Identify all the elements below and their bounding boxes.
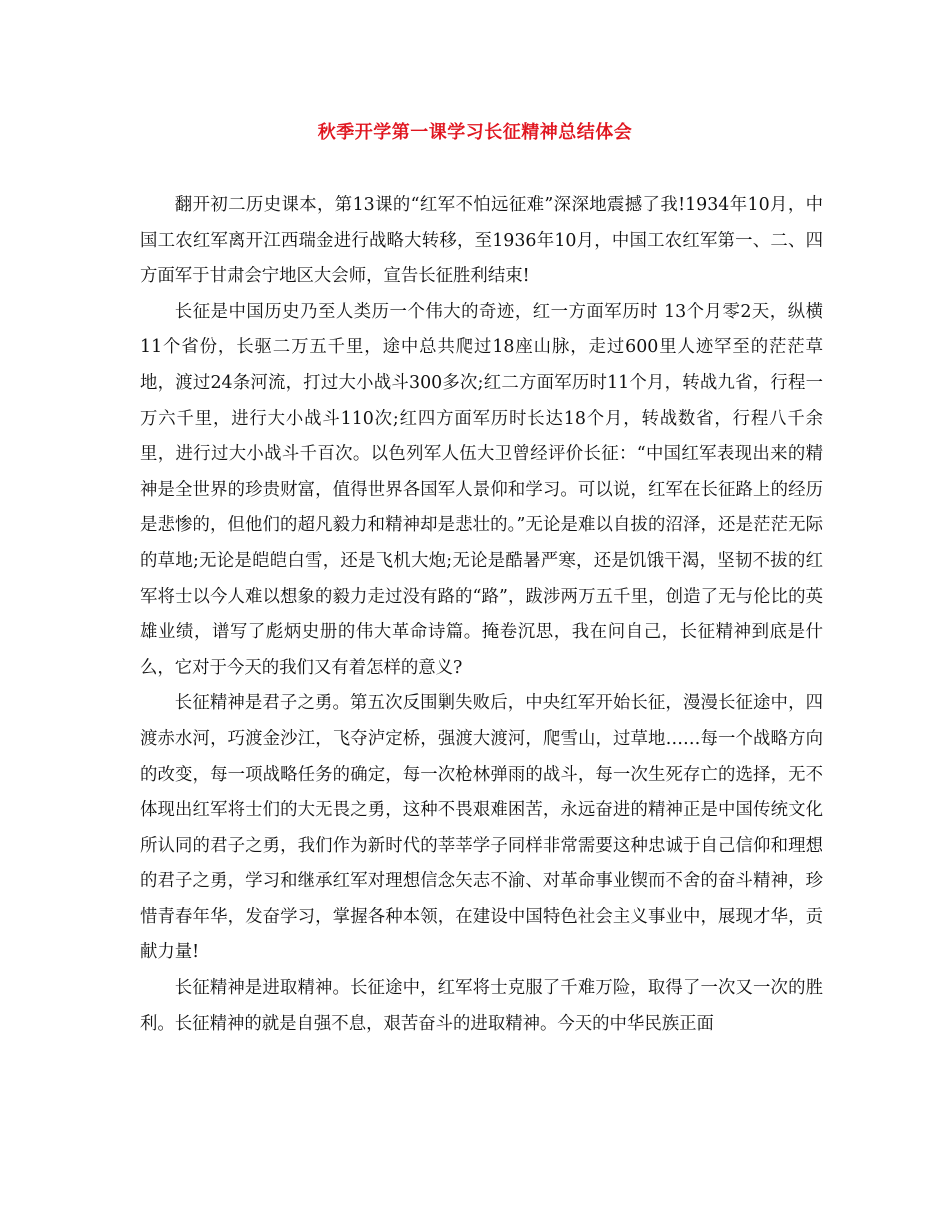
paragraph-2: 长征是中国历史乃至人类历一个伟大的奇迹，红一方面军历时 13个月零2天，纵横11个省份，长驱二万五千里，途中总共爬过18座山脉，走过600里人迹罕至的茫茫草地，渡过24条河流，打过大小战斗300多次;红二方面军历时11个月，转战九省，行程一万六千里，进行大小战斗110次;红四方面军历时长达18个月，转战数省，行程八千余里，进行过大小战斗千百次。以色列军人伍大卫曾经评价长征：“中国红军表现出来的精神是全世界的珍贵财富，值得世界各国军人景仰和学习。可以说，红军在长征路上的经历是悲惨的，但他们的超凡毅力和精神却是悲壮的。”无论是难以自拔的沼泽，还是茫茫无际的草地;无论是皑皑白雪，还是飞机大炮;无论是酷暑严寒，还是饥饿干渴，坚韧不拔的红军将士以今人难以想象的毅力走过没有路的“路”，跋涉两万五千里，创造了无与伦比的英雄业绩，谱写了彪炳史册的伟大革命诗篇。掩卷沉思，我在问自己，长征精神到底是什么，它对于今天的我们又有着怎样的意义?: [140, 301, 823, 678]
document-body: [140, 188, 823, 1042]
paragraph-3: 长征精神是君子之勇。第五次反围剿失败后，中央红军开始长征，漫漫长征途中，四渡赤水河，巧渡金沙江，飞夺泸定桥，强渡大渡河，爬雪山，过草地……每一个战略方向的改变，每一项战略任务的确定，每一次枪林弹雨的战斗，每一次生死存亡的选择，无不体现出红军将士们的大无畏之勇，这种不畏艰难困苦，永远奋进的精神正是中国传统文化所认同的君子之勇，我们作为新时代的莘莘学子同样非常需要这种忠诚于自己信仰和理想的君子之勇，学习和继承红军对理想信念矢志不渝、对革命事业锲而不舍的奋斗精神，珍惜青春年华，发奋学习，掌握各种本领，在建设中国特色社会主义事业中，展现才华，贡献力量!: [140, 693, 823, 963]
paragraph-1: 翻开初二历史课本，第13课的“红军不怕远征难”深深地震撼了我!1934年10月，中国工农红军离开江西瑞金进行战略大转移，至1936年10月，中国工农红军第一、二、四方面军于甘肃会宁地区大会师，宣告长征胜利结束!: [140, 195, 823, 287]
document-title: 秋季开学第一课学习长征精神总结体会: [317, 122, 633, 143]
paragraph-4: 长征精神是进取精神。长征途中，红军将士克服了千难万险，取得了一次又一次的胜利。长征精神的就是自强不息，艰苦奋斗的进取精神。今天的中华民族正面: [140, 978, 823, 1034]
